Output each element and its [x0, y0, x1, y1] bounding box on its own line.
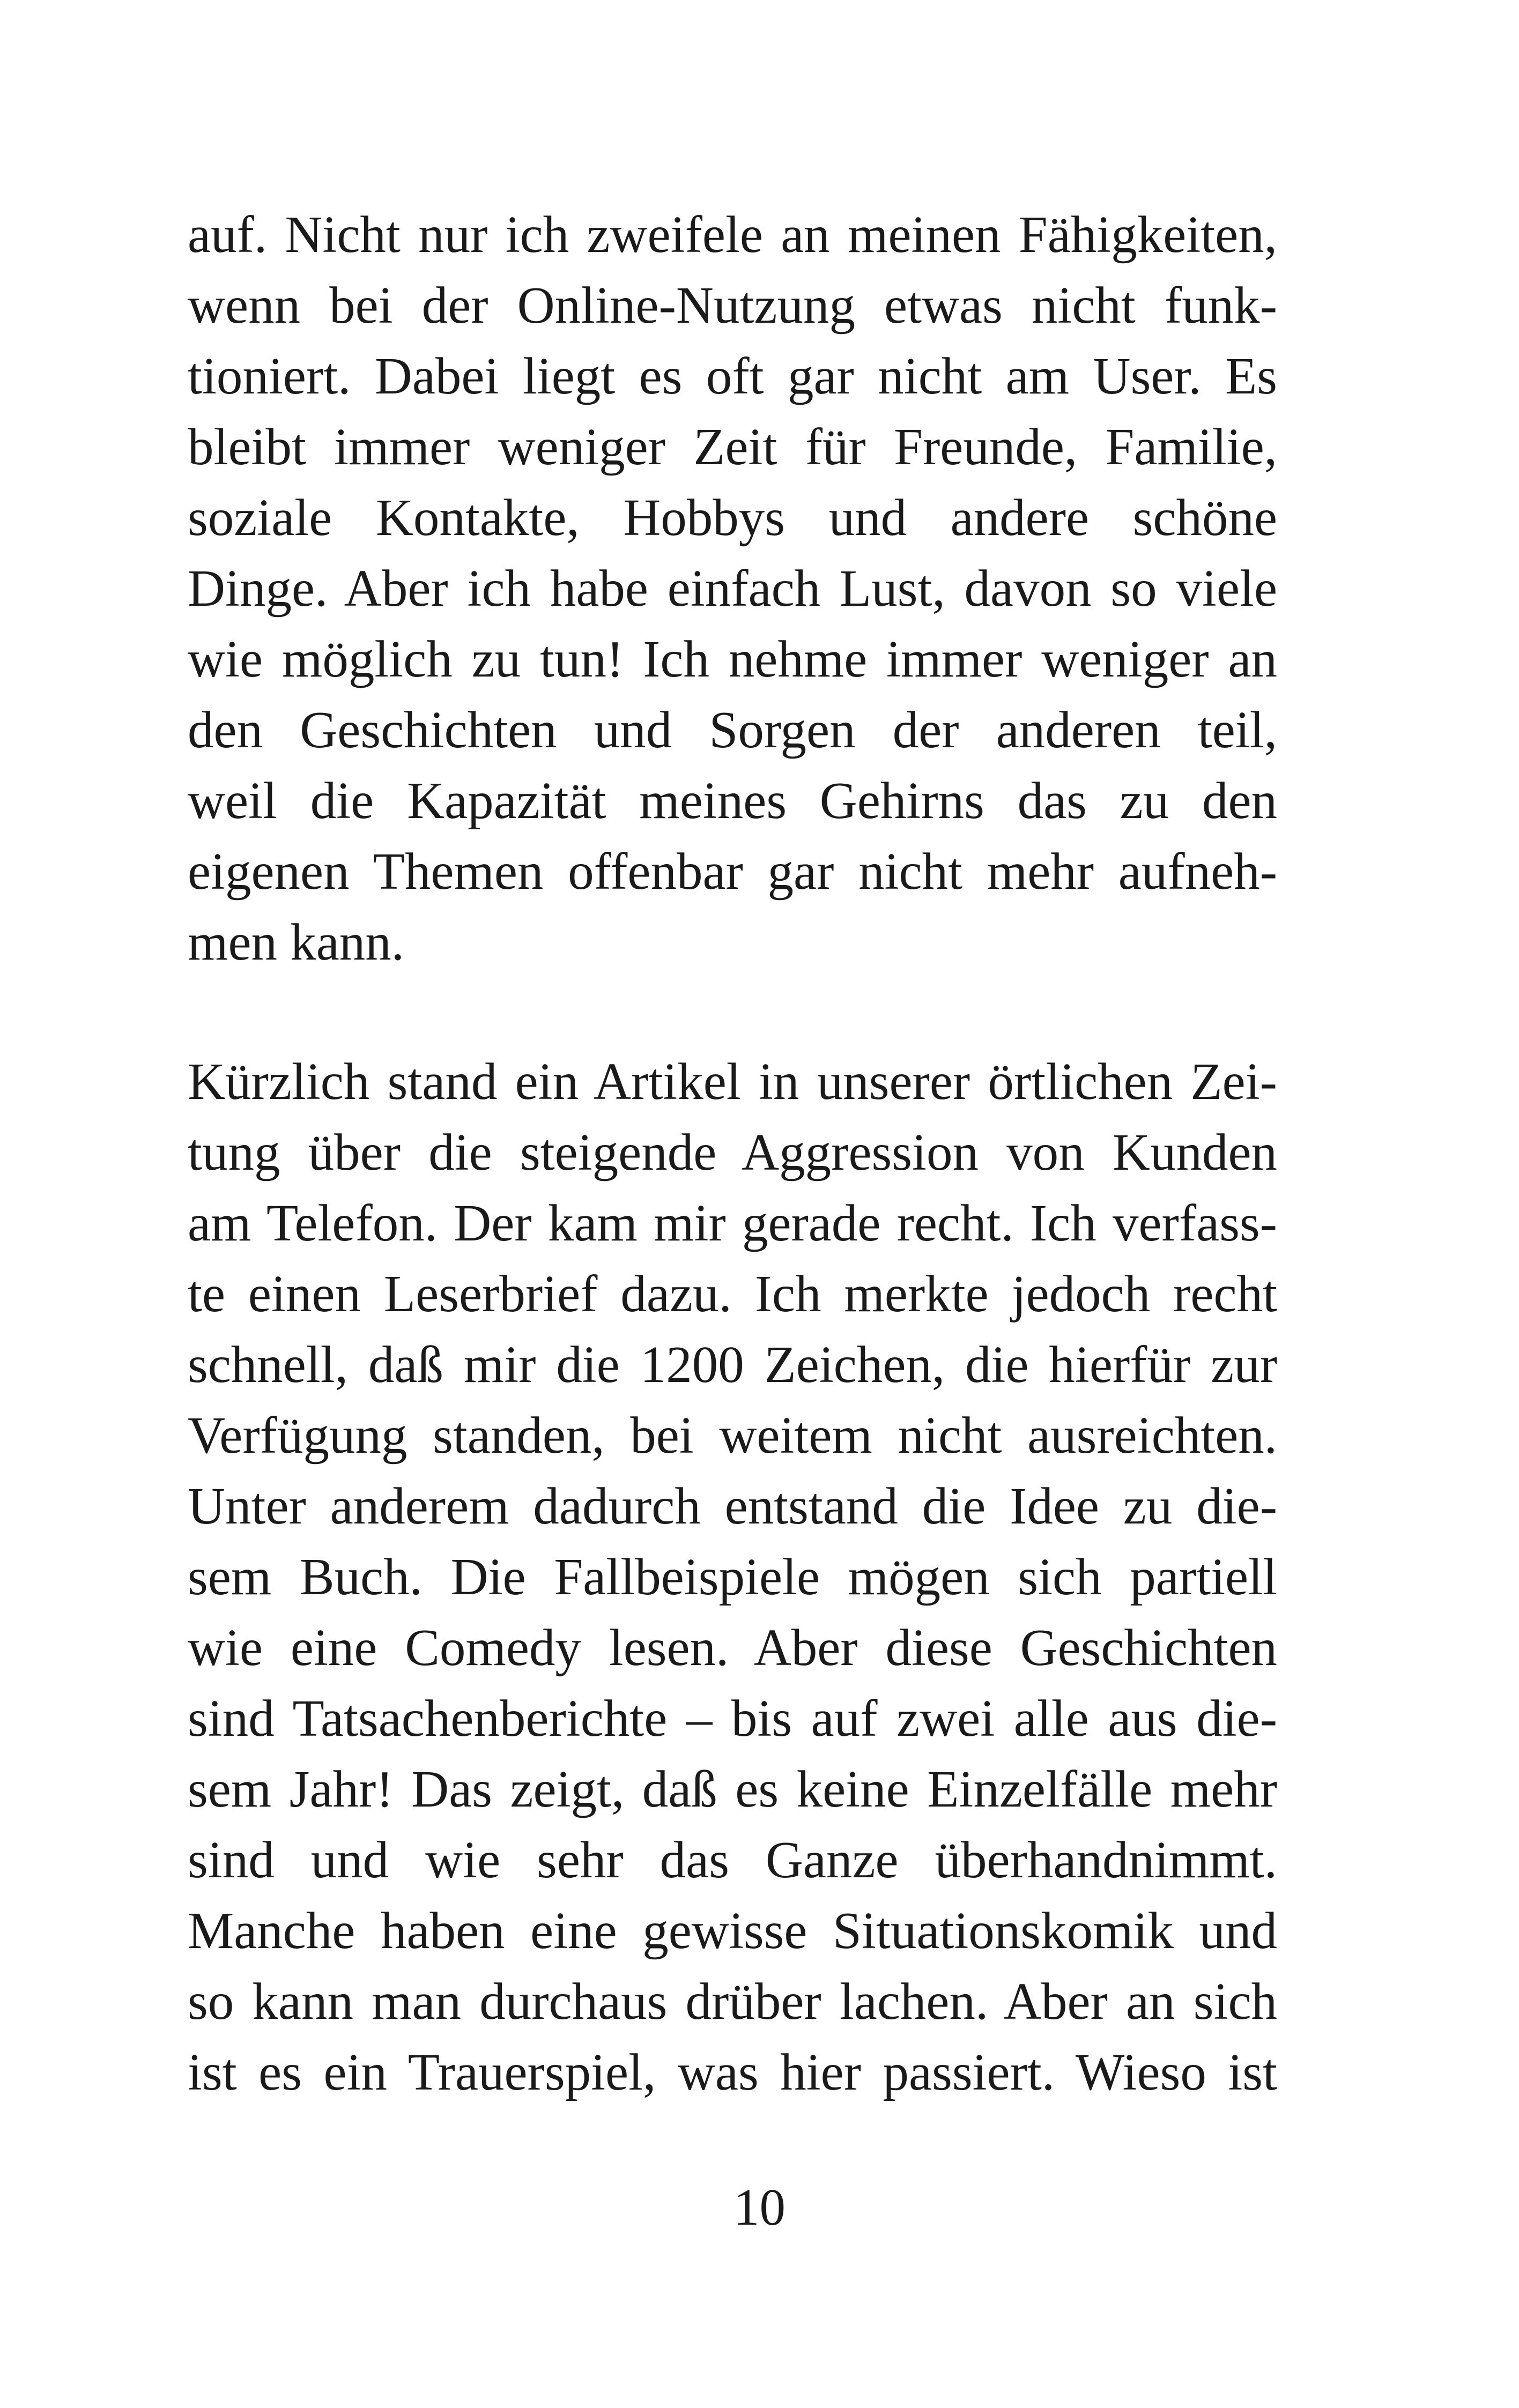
text-line: sind und wie sehr das Ganze überhandnimmt. — [188, 1831, 1277, 1889]
text-line: tung über die steigende Aggression von Kunden — [188, 1124, 1277, 1181]
text-line: wie eine Comedy lesen. Aber diese Geschichten — [188, 1619, 1277, 1676]
text-line: am Telefon. Der kam mir gerade recht. Ich verfass- — [188, 1194, 1277, 1252]
text-line: weil die Kapazität meines Gehirns das zu den — [188, 772, 1277, 829]
text-line: auf. Nicht nur ich zweifele an meinen Fähigkeiten, — [188, 206, 1277, 263]
text-line: tioniert. Dabei liegt es oft gar nicht am User. Es — [188, 347, 1277, 405]
text-line: wenn bei der Online-Nutzung etwas nicht funk- — [188, 277, 1277, 334]
text-line: Dinge. Aber ich habe einfach Lust, davon so viele — [188, 560, 1277, 617]
text-line: sem Buch. Die Fallbeispiele mögen sich partiell — [188, 1548, 1277, 1606]
text-line: Manche haben eine gewisse Situationskomik und — [188, 1902, 1277, 1959]
text-line: sind Tatsachenberichte – bis auf zwei alle aus die- — [188, 1690, 1277, 1747]
text-line: schnell, daß mir die 1200 Zeichen, die hierfür zur — [188, 1336, 1277, 1393]
text-line: wie möglich zu tun! Ich nehme immer weniger an — [188, 630, 1277, 688]
text-line: men kann. — [188, 913, 405, 971]
text-line: eigenen Themen offenbar gar nicht mehr aufneh- — [188, 843, 1277, 900]
text-line: den Geschichten und Sorgen der anderen teil, — [188, 701, 1277, 759]
text-line: ist es ein Trauerspiel, was hier passiert. Wieso ist — [188, 2043, 1277, 2101]
paragraph-2 — [188, 1046, 1277, 2108]
paragraph-1 — [188, 199, 1277, 978]
text-line: so kann man durchaus drüber lachen. Aber an sich — [188, 1973, 1277, 2030]
text-line: soziale Kontakte, Hobbys und andere schöne — [188, 489, 1277, 546]
text-line: Verfügung standen, bei weitem nicht ausreichten. — [188, 1407, 1277, 1464]
text-line: bleibt immer weniger Zeit für Freunde, Familie, — [188, 418, 1277, 475]
text-line: Unter anderem dadurch entstand die Idee zu die- — [188, 1477, 1277, 1535]
page-number: 10 — [733, 2179, 786, 2236]
text-line: Kürzlich stand ein Artikel in unserer örtlichen Zei- — [188, 1053, 1277, 1110]
text-line: te einen Leserbrief dazu. Ich merkte jedoch recht — [188, 1265, 1277, 1322]
text-line: sem Jahr! Das zeigt, daß es keine Einzelfälle mehr — [188, 1760, 1277, 1818]
